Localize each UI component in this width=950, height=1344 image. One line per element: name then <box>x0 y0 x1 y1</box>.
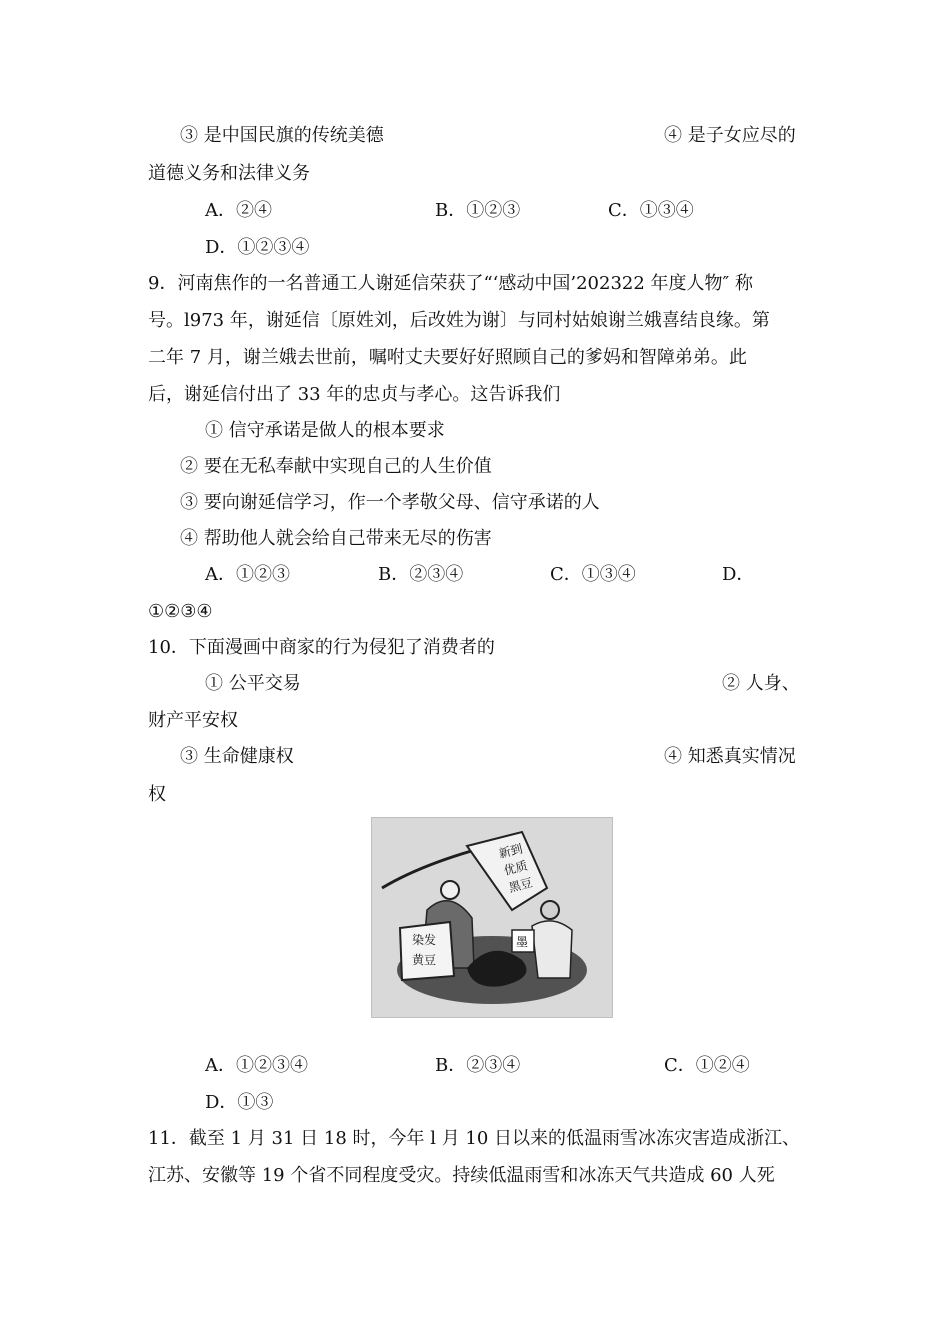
q10-stem: 10．下面漫画中商家的行为侵犯了消费者的 <box>148 637 495 658</box>
q9-choice-d-value: ①②③④ <box>148 601 213 622</box>
q9-choice-b: B．②③④ <box>378 564 464 585</box>
q11-stem-line-2: 江苏、安徽等 19 个省不同程度受灾。持续低温雨雪和冰冻天气共造成 60 人死 <box>148 1165 775 1186</box>
q8-choice-b: B．①②③ <box>435 200 521 221</box>
sack <box>400 922 454 980</box>
q8-choice-a: A．②④ <box>205 200 272 221</box>
q8-choice-d: D．①②③④ <box>205 237 310 258</box>
q8-option-4-continued: 道德义务和法律义务 <box>148 163 310 184</box>
q10-choice-a: A．①②③④ <box>205 1055 308 1076</box>
sack-text-2: 黄豆 <box>412 953 437 967</box>
q10-choice-d: D．①③ <box>205 1092 274 1113</box>
q9-stem-line-1: 9．河南焦作的一名普通工人谢延信荣获了“‘感动中国’202322 年度人物″ 称 <box>148 273 753 294</box>
q10-option-3: ③ 生命健康权 <box>180 746 294 767</box>
banner-text-3: 黑豆 <box>507 875 535 895</box>
q10-option-4: ④ 知悉真实情况 <box>664 746 796 767</box>
q9-stem-line-3: 二年 7 月，谢兰娥去世前，嘱咐丈夫要好好照顾自己的爹妈和智障弟弟。此 <box>148 347 747 368</box>
q10-option-2: ② 人身、 <box>722 673 800 694</box>
right-figure-body <box>532 921 572 978</box>
q9-option-1: ① 信守承诺是做人的根本要求 <box>205 420 445 441</box>
q10-cartoon-image <box>371 817 613 1018</box>
banner-text-1: 新到 <box>497 841 525 861</box>
q9-option-3: ③ 要向谢延信学习，作一个孝敬父母、信守承诺的人 <box>180 492 600 513</box>
q10-choice-c: C．①②④ <box>664 1055 750 1076</box>
small-sack-text: 墨 <box>516 935 529 949</box>
banner-text-2: 优质 <box>502 858 530 878</box>
q10-option-2-continued: 财产平安权 <box>148 710 238 731</box>
q9-stem-line-4: 后，谢延信付出了 33 年的忠贞与孝心。这告诉我们 <box>148 384 561 405</box>
q8-choice-c: C．①③④ <box>608 200 694 221</box>
cartoon-drawing <box>372 818 612 1017</box>
q8-option-4: ④ 是子女应尽的 <box>664 125 796 146</box>
sack-text-1: 染发 <box>412 933 437 947</box>
q10-option-1: ① 公平交易 <box>205 673 301 694</box>
left-figure-head <box>441 881 459 899</box>
q9-stem-line-2: 号。l973 年，谢延信〔原姓刘，后改姓为谢〕与同村姑娘谢兰娥喜结良缘。第 <box>148 310 770 331</box>
q9-option-4: ④ 帮助他人就会给自己带来无尽的伤害 <box>180 528 492 549</box>
q10-option-4-continued: 权 <box>148 784 166 805</box>
q11-stem-line-1: 11．截至 1 月 31 日 18 时，今年 l 月 10 日以来的低温雨雪冰冻灾害造成浙江、 <box>148 1128 801 1149</box>
right-figure-head <box>541 901 559 919</box>
q9-choice-d-label: D． <box>722 564 755 585</box>
q9-choice-c: C．①③④ <box>550 564 636 585</box>
q9-option-2: ② 要在无私奉献中实现自己的人生价值 <box>180 456 492 477</box>
q8-option-3: ③ 是中国民旗的传统美德 <box>180 125 384 146</box>
q9-choice-a: A．①②③ <box>205 564 290 585</box>
q10-choice-b: B．②③④ <box>435 1055 521 1076</box>
